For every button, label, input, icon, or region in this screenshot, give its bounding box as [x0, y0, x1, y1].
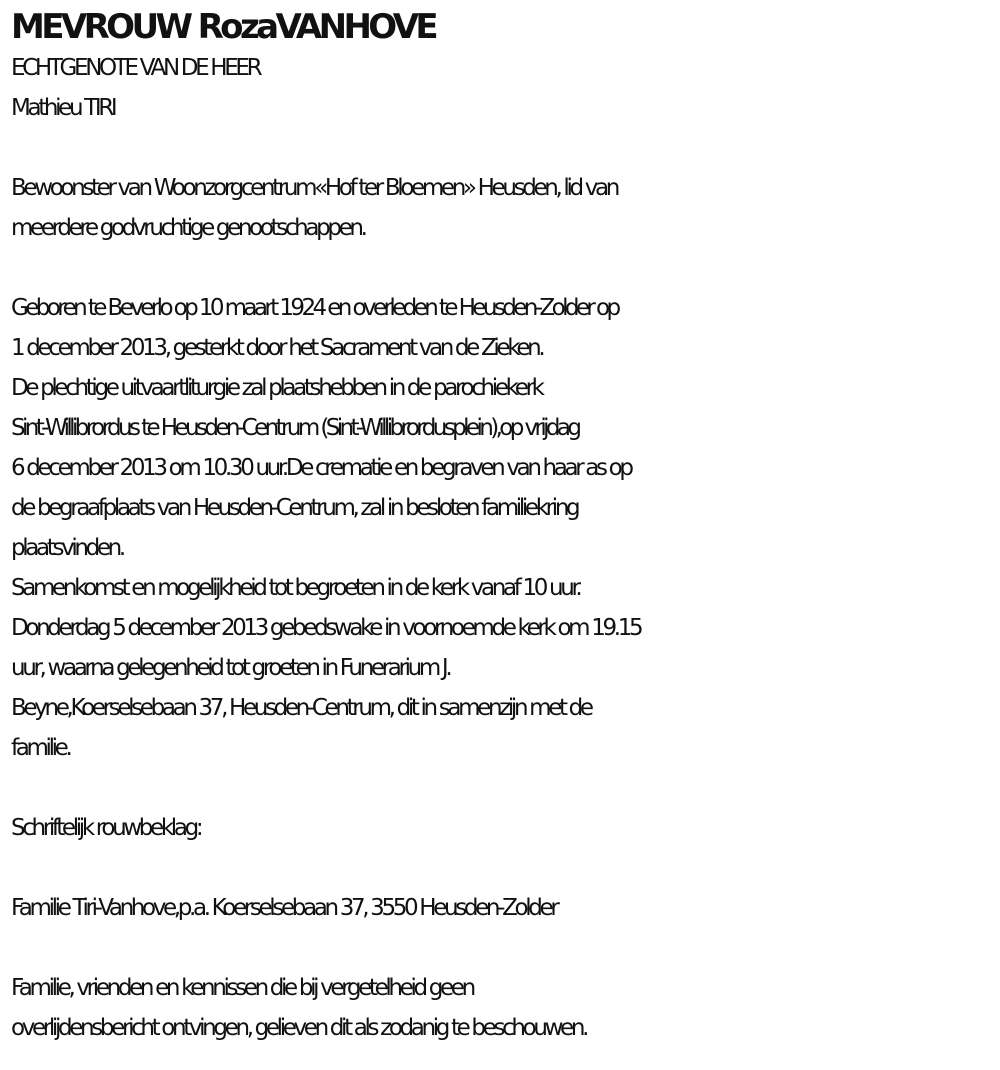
paragraph-gap: [11, 928, 1000, 968]
condolence-label: Schriftelijk rouwbeklag:: [11, 815, 201, 841]
details-line: Sint-Willibrordus te Heusden-Centrum (Sint-Willibrordusplein),op vrijdag: [11, 415, 579, 441]
details-line: de begraafplaats van Heusden-Centrum, zal in besloten familiekring: [11, 495, 578, 521]
details-line: uur, waarna gelegenheid tot groeten in Funerarium J.: [11, 655, 450, 681]
residence-paragraph: [11, 168, 1000, 248]
residence-line: meerdere godvruchtige genootschappen.: [11, 215, 365, 241]
closing-line: Familie, vrienden en kennissen die bij vergetelheid geen: [11, 975, 473, 1001]
condolence-address: Familie Tiri-Vanhove,p.a. Koerselsebaan 37, 3550 Heusden-Zolder: [11, 895, 557, 921]
spouse-name: Mathieu TIRI: [11, 95, 115, 121]
details-line: Donderdag 5 december 2013 gebedswake in voornoemde kerk om 19.15: [11, 615, 641, 641]
closing-paragraph: [11, 968, 1000, 1048]
details-line: Samenkomst en mogelijkheid tot begroeten in de kerk vanaf 10 uur.: [11, 575, 580, 601]
paragraph-gap: [11, 848, 1000, 888]
details-line: familie.: [11, 735, 70, 761]
deceased-name: MEVROUW RozaVANHOVE: [11, 7, 436, 47]
closing-line: overlijdensbericht ontvingen, gelieven dit als zodanig te beschouwen.: [11, 1015, 587, 1041]
paragraph-gap: [11, 768, 1000, 808]
details-line: Beyne,Koerselsebaan 37, Heusden-Centrum, dit in samenzijn met de: [11, 695, 591, 721]
details-line: 6 december 2013 om 10.30 uur.De crematie en begraven van haar as op: [11, 455, 631, 481]
paragraph-gap: [11, 128, 1000, 168]
spouse-line: ECHTGENOTE VAN DE HEER: [11, 55, 260, 81]
details-line: Geboren te Beverlo op 10 maart 1924 en overleden te Heusden-Zolder op: [11, 295, 618, 321]
details-line: De plechtige uitvaartliturgie zal plaatshebben in de parochiekerk: [11, 375, 542, 401]
details-paragraph: [11, 288, 1000, 768]
residence-line: Bewoonster van Woonzorgcentrum«Hof ter Bloemen» Heusden, lid van: [11, 175, 617, 201]
details-line: 1 december 2013, gesterkt door het Sacrament van de Zieken.: [11, 335, 543, 361]
details-line: plaatsvinden.: [11, 535, 123, 561]
paragraph-gap: [11, 248, 1000, 288]
